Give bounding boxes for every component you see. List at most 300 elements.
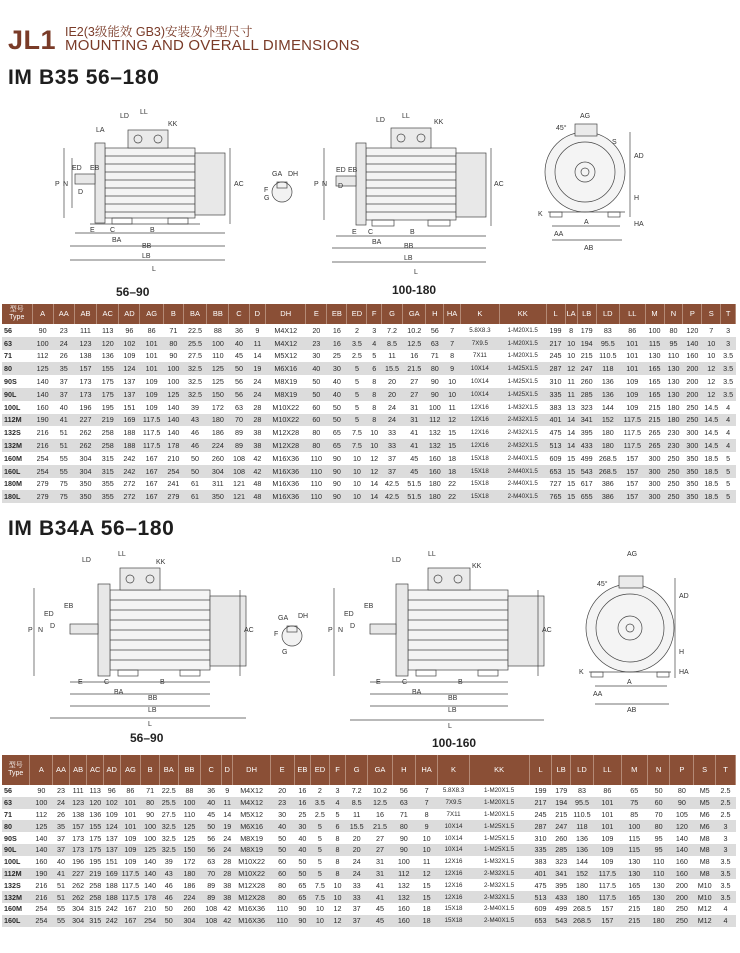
table-cell: 65 xyxy=(294,891,311,903)
table-cell: 10 xyxy=(702,350,721,363)
table-cell: 46 xyxy=(159,879,178,891)
table-cell: 304 xyxy=(178,915,201,927)
table-cell: 125 xyxy=(178,820,201,832)
table-cell: 102 xyxy=(103,797,120,809)
table-cell: 137 xyxy=(103,844,120,856)
svg-text:P: P xyxy=(314,181,319,188)
table-cell: M10 xyxy=(694,879,716,891)
table-cell: 655 xyxy=(577,490,596,503)
table-cell: 350 xyxy=(683,490,702,503)
table-cell: 24 xyxy=(346,856,368,868)
table-cell: 45 xyxy=(368,903,393,915)
table-cell: 4 xyxy=(716,915,736,927)
table-cell: 8 xyxy=(444,350,461,363)
svg-text:H: H xyxy=(679,649,685,656)
svg-text:L: L xyxy=(448,723,452,730)
table-cell: 14.5 xyxy=(702,414,721,427)
table-cell: 165 xyxy=(645,375,664,388)
table-cell: 310 xyxy=(529,832,552,844)
column-header: AD xyxy=(119,304,140,324)
table-cell: 268.5 xyxy=(596,465,619,478)
table-cell: 24 xyxy=(223,833,232,843)
table-cell: 2 xyxy=(347,324,367,337)
column-header: M xyxy=(621,755,647,785)
table-cell: 100 xyxy=(30,797,53,809)
table-cell: 15X18 xyxy=(438,915,469,927)
table-cell: 165 xyxy=(645,388,664,401)
table-cell: 70 xyxy=(229,414,249,427)
table-cell: 23 xyxy=(270,797,294,809)
svg-text:ED: ED xyxy=(44,611,54,618)
table-cell: 4 xyxy=(721,401,736,414)
table-cell: M5 xyxy=(694,797,716,809)
table-cell: 216 xyxy=(30,891,53,903)
table-cell: 265 xyxy=(645,439,664,452)
table-cell: 109 xyxy=(120,844,141,856)
table-cell: 137 xyxy=(103,832,120,844)
table-cell: 151 xyxy=(119,401,140,414)
row-type-cell: 90L xyxy=(2,388,32,401)
table-row xyxy=(2,785,736,797)
svg-text:B: B xyxy=(410,229,415,236)
table-cell: 90 xyxy=(426,375,444,388)
table-cell: 157 xyxy=(620,490,646,503)
table-cell: 2-M32X1.5 xyxy=(499,414,546,427)
table-cell: 70 xyxy=(647,809,670,821)
svg-text:AG: AG xyxy=(580,113,591,120)
svg-text:P: P xyxy=(28,627,33,634)
table-cell: 7X9.5 xyxy=(438,797,469,809)
table-cell: 433 xyxy=(552,891,571,903)
table-cell: 40 xyxy=(53,856,70,868)
table-cell: 7.5 xyxy=(311,879,330,891)
table-cell: 7 xyxy=(444,324,461,337)
svg-text:P: P xyxy=(55,181,60,188)
table-cell: 5.8X8.3 xyxy=(438,785,469,797)
table-cell: 7.5 xyxy=(347,439,367,452)
table-cell: 50 xyxy=(270,832,294,844)
svg-text:LD: LD xyxy=(376,117,385,124)
svg-text:LL: LL xyxy=(140,109,148,116)
table-cell: 241 xyxy=(163,478,183,491)
svg-text:A: A xyxy=(584,219,589,226)
table-cell: 12X16 xyxy=(438,891,469,903)
table-cell: 304 xyxy=(74,452,96,465)
table-cell: 543 xyxy=(552,915,571,927)
table-cell: 5 xyxy=(347,401,367,414)
column-header: B xyxy=(141,755,160,785)
table-cell: 50 xyxy=(294,868,311,880)
table-cell: 173 xyxy=(74,375,96,388)
table-cell: 250 xyxy=(664,490,683,503)
table-cell: 165 xyxy=(621,891,647,903)
table-cell: 195 xyxy=(87,856,104,868)
table-cell: 39 xyxy=(159,856,178,868)
svg-text:LL: LL xyxy=(118,551,126,558)
table-cell: 18 xyxy=(415,903,438,915)
table-cell: 5 xyxy=(721,465,736,478)
table-cell: 3.5 xyxy=(716,879,736,891)
table-cell: 31 xyxy=(368,856,393,868)
table-row xyxy=(2,809,736,821)
drawing-b34a-key-detail xyxy=(272,612,312,657)
table-cell: 310 xyxy=(546,375,565,388)
table-cell: 30 xyxy=(306,350,327,363)
svg-text:BB: BB xyxy=(404,243,414,250)
table-cell: 180 xyxy=(596,439,619,452)
column-header: C xyxy=(201,755,222,785)
svg-text:L: L xyxy=(152,266,156,273)
table-cell: 10X14 xyxy=(438,820,469,832)
table-cell: 25 xyxy=(327,350,347,363)
table-cell: 199 xyxy=(529,785,552,797)
table-cell: 386 xyxy=(596,490,619,503)
table-cell: 102 xyxy=(119,337,140,350)
svg-text:BB: BB xyxy=(142,243,152,250)
table-cell: 80 xyxy=(270,879,294,891)
table-cell: 123 xyxy=(74,337,96,350)
column-header: BA xyxy=(159,755,178,785)
table-cell: M12X28 xyxy=(266,439,306,452)
table-cell: 117.5 xyxy=(620,439,646,452)
table-cell: 101 xyxy=(140,362,163,375)
svg-text:EB: EB xyxy=(364,603,374,610)
table-cell: 45 xyxy=(201,809,222,821)
table-cell: 5 xyxy=(721,452,736,465)
table-cell: 124 xyxy=(103,820,120,832)
table-cell: 350 xyxy=(683,478,702,491)
table-cell: 15X18 xyxy=(460,478,499,491)
table-cell: 125 xyxy=(207,362,229,375)
table-cell: 14 xyxy=(223,809,232,819)
table-cell: 8 xyxy=(565,324,577,337)
table-cell: 123 xyxy=(69,797,87,809)
table-cell: 2.5 xyxy=(716,797,736,809)
table-cell: 172 xyxy=(207,401,229,414)
table-cell: 315 xyxy=(87,903,104,915)
table-cell: 2-M40X1.5 xyxy=(469,915,529,927)
table-row xyxy=(2,832,736,844)
table-cell: 37 xyxy=(53,832,70,844)
table-cell: 37 xyxy=(53,375,74,388)
table-cell: 160 xyxy=(426,465,444,478)
table-cell: 30 xyxy=(327,362,347,375)
table-cell: 40 xyxy=(327,388,347,401)
table-cell: 196 xyxy=(74,401,96,414)
table-cell: 109 xyxy=(119,350,140,363)
table-cell: 10 xyxy=(415,844,438,856)
table-cell: 80 xyxy=(670,785,694,797)
row-type-cell: 180M xyxy=(2,478,32,491)
svg-text:K: K xyxy=(579,669,584,676)
table-cell: 118 xyxy=(596,362,619,375)
table-cell: 23 xyxy=(53,324,74,337)
table-cell: 138 xyxy=(74,350,96,363)
table-cell: 245 xyxy=(546,350,565,363)
table-cell: 140 xyxy=(163,414,183,427)
table-cell: 311 xyxy=(207,478,229,491)
svg-text:KK: KK xyxy=(472,563,482,570)
table-cell: 110 xyxy=(270,915,294,927)
row-type-cell: 90S xyxy=(2,375,32,388)
table-cell: 20 xyxy=(306,324,327,337)
table-cell: 15 xyxy=(565,490,577,503)
table-cell: 5 xyxy=(311,820,330,832)
table-cell: M4X12 xyxy=(266,337,306,350)
table-cell: 160 xyxy=(670,868,694,880)
svg-text:HA: HA xyxy=(634,221,644,228)
table-cell: 117.5 xyxy=(620,426,646,439)
svg-text:BB: BB xyxy=(448,695,458,702)
table-cell: 5 xyxy=(311,856,330,868)
table-cell: 219 xyxy=(87,868,104,880)
table-cell: 109 xyxy=(593,856,621,868)
table-cell: 24 xyxy=(249,375,266,388)
table-cell: 42.5 xyxy=(381,490,402,503)
table-cell: 180 xyxy=(596,426,619,439)
table-cell: 7X9.5 xyxy=(460,337,499,350)
table-row xyxy=(2,375,736,388)
table-cell: 227 xyxy=(69,868,87,880)
table-cell: 150 xyxy=(207,388,229,401)
table-cell: 86 xyxy=(140,324,163,337)
svg-text:AA: AA xyxy=(593,691,603,698)
table-cell: 11 xyxy=(444,401,461,414)
svg-text:GA: GA xyxy=(278,615,289,622)
table-cell: M8 xyxy=(694,856,716,868)
svg-text:ED: ED xyxy=(336,167,346,174)
table-cell: 138 xyxy=(69,809,87,821)
row-type-cell: 160L xyxy=(2,915,30,927)
table-cell: 110.5 xyxy=(596,350,619,363)
table-cell: 80 xyxy=(141,797,160,809)
table-cell: 175 xyxy=(87,832,104,844)
table-cell: 89 xyxy=(229,426,249,439)
table-cell: 3 xyxy=(721,324,736,337)
table-cell: 136 xyxy=(596,388,619,401)
table-cell: 24 xyxy=(223,845,232,855)
column-header: AG xyxy=(120,755,141,785)
table-cell: 279 xyxy=(32,490,53,503)
angle-label-2: 45° xyxy=(597,581,608,588)
row-type-cell: 80 xyxy=(2,362,32,375)
table-cell: 250 xyxy=(664,452,683,465)
table-row xyxy=(2,414,736,427)
table-cell: 160 xyxy=(32,401,53,414)
table-cell: 100 xyxy=(32,337,53,350)
column-header: T xyxy=(721,304,736,324)
column-header: AA xyxy=(53,304,74,324)
table-cell: 55 xyxy=(53,465,74,478)
table-cell: 180 xyxy=(647,903,670,915)
table-cell: 109 xyxy=(120,832,141,844)
table-cell: 12X16 xyxy=(438,856,469,868)
table-cell: 27 xyxy=(403,388,426,401)
table-cell: 90 xyxy=(670,797,694,809)
table-cell: 355 xyxy=(97,490,119,503)
table-cell: M16X36 xyxy=(233,903,270,915)
table-cell: 513 xyxy=(529,891,552,903)
table-cell: 172 xyxy=(178,856,201,868)
table-cell: 40 xyxy=(53,401,74,414)
svg-text:BB: BB xyxy=(148,695,158,702)
table-cell: 21.5 xyxy=(403,362,426,375)
table-cell: 71 xyxy=(392,809,415,821)
table-cell: 11 xyxy=(565,375,577,388)
svg-text:D: D xyxy=(338,183,344,190)
table-cell: 56 xyxy=(392,785,415,797)
caption-b35-56-90: 56–90 xyxy=(116,285,150,299)
table-cell: 18 xyxy=(415,915,438,927)
table-cell: 180 xyxy=(207,414,229,427)
table-cell: 37 xyxy=(381,452,402,465)
table-cell: 12 xyxy=(367,465,381,478)
table-cell: 27 xyxy=(368,844,393,856)
table-cell: 12 xyxy=(444,414,461,427)
svg-text:DH: DH xyxy=(298,613,309,620)
table-cell: 230 xyxy=(664,439,683,452)
table-cell: 258 xyxy=(87,879,104,891)
svg-text:B: B xyxy=(458,679,463,686)
table-cell: 43 xyxy=(159,868,178,880)
table-cell: 24 xyxy=(381,401,402,414)
table-cell: 5 xyxy=(311,868,330,880)
table-cell: 216 xyxy=(32,426,53,439)
svg-text:K: K xyxy=(538,211,543,218)
table-cell: 2-M32X1.5 xyxy=(469,879,529,891)
table-cell: M12X28 xyxy=(233,879,270,891)
svg-text:P: P xyxy=(328,627,333,634)
table-cell: 9 xyxy=(415,820,438,832)
table-cell: 30 xyxy=(294,820,311,832)
svg-text:E: E xyxy=(78,679,83,686)
table-cell: 125 xyxy=(32,362,53,375)
table-cell: 89 xyxy=(229,439,249,452)
table-cell: 242 xyxy=(119,465,140,478)
table-cell: 304 xyxy=(207,465,229,478)
table-cell: 51 xyxy=(53,879,70,891)
table-cell: 18 xyxy=(444,452,461,465)
table-cell: 90 xyxy=(30,785,53,797)
svg-text:A: A xyxy=(627,679,632,686)
svg-text:KK: KK xyxy=(168,121,178,128)
table-cell: 65 xyxy=(294,879,311,891)
table-cell: 24 xyxy=(346,868,368,880)
table-row xyxy=(2,388,736,401)
table-cell: 136 xyxy=(97,350,119,363)
table-cell: 247 xyxy=(577,362,596,375)
table-cell: 41 xyxy=(368,891,393,903)
table-cell: 15X18 xyxy=(460,490,499,503)
table-cell: 350 xyxy=(683,452,702,465)
table-cell: 254 xyxy=(141,915,160,927)
column-header: BB xyxy=(207,304,229,324)
table-cell: 1-M25X1.5 xyxy=(499,388,546,401)
table-cell: 5 xyxy=(721,478,736,491)
table-cell: 80 xyxy=(163,337,183,350)
table-cell: 140 xyxy=(32,388,53,401)
svg-text:LL: LL xyxy=(428,551,436,558)
table-cell: 71 xyxy=(163,324,183,337)
table-cell: 85 xyxy=(621,809,647,821)
table-cell: 24 xyxy=(53,797,70,809)
table-cell: 120 xyxy=(683,324,702,337)
table-cell: 31 xyxy=(368,868,393,880)
table-cell: 43 xyxy=(183,414,206,427)
table-cell: 11 xyxy=(415,856,438,868)
table-cell: 167 xyxy=(140,452,163,465)
section-title-b34a: IM B34A 56–180 xyxy=(8,517,175,540)
table-cell: M8X19 xyxy=(266,375,306,388)
table-cell: 8 xyxy=(367,388,381,401)
table-cell: 108 xyxy=(229,465,249,478)
table-cell: M16X36 xyxy=(266,465,306,478)
table-cell: 113 xyxy=(97,324,119,337)
table-cell: 152 xyxy=(571,868,594,880)
table-cell: 117.5 xyxy=(593,891,621,903)
svg-text:BA: BA xyxy=(114,689,124,696)
table-cell: 12 xyxy=(702,375,721,388)
table-cell: 109 xyxy=(140,401,163,414)
column-header: F xyxy=(329,755,346,785)
table-cell: 285 xyxy=(552,844,571,856)
table-cell: 13 xyxy=(565,401,577,414)
table-cell: 315 xyxy=(97,465,119,478)
table-cell: 120 xyxy=(97,337,119,350)
table-cell: 4 xyxy=(329,797,346,809)
table-cell: 1-M25X1.5 xyxy=(469,844,529,856)
table-cell: 8 xyxy=(329,832,346,844)
drawing-b35-end-view xyxy=(530,110,650,258)
table-cell: 32.5 xyxy=(159,820,178,832)
table-cell: 112 xyxy=(392,868,415,880)
svg-text:LB: LB xyxy=(148,707,157,714)
table-cell: 117.5 xyxy=(140,439,163,452)
table-cell: 258 xyxy=(97,426,119,439)
table-cell: 95.5 xyxy=(596,337,619,350)
table-cell: 80 xyxy=(306,439,327,452)
table-row xyxy=(2,868,736,880)
table-cell: 28 xyxy=(223,868,232,878)
table-cell: M8X19 xyxy=(266,388,306,401)
table-cell: 90 xyxy=(426,388,444,401)
table-cell: 215 xyxy=(621,903,647,915)
table-cell: 12 xyxy=(367,452,381,465)
table-cell: 10 xyxy=(347,490,367,503)
table-cell: 169 xyxy=(119,414,140,427)
table-cell: 12 xyxy=(702,362,721,375)
column-header: K xyxy=(438,755,469,785)
svg-text:EB: EB xyxy=(348,167,358,174)
table-cell: 180 xyxy=(178,868,201,880)
caption-b34a-56-90: 56–90 xyxy=(130,731,164,745)
column-header: D xyxy=(249,304,266,324)
drawing-b35-key-detail xyxy=(262,170,302,215)
table-cell: 22 xyxy=(444,490,461,503)
table-cell: 265 xyxy=(645,426,664,439)
table-cell: 7 xyxy=(415,797,438,809)
table-row xyxy=(2,856,736,868)
table-cell: 160 xyxy=(670,856,694,868)
table-cell: 10 xyxy=(444,375,461,388)
column-header: S xyxy=(694,755,716,785)
table-cell: 217 xyxy=(529,797,552,809)
svg-text:L: L xyxy=(148,721,152,728)
table-cell: 167 xyxy=(140,490,163,503)
table-cell: 32.5 xyxy=(183,362,206,375)
table-cell: 5 xyxy=(329,809,346,821)
table-cell: 55 xyxy=(53,903,70,915)
